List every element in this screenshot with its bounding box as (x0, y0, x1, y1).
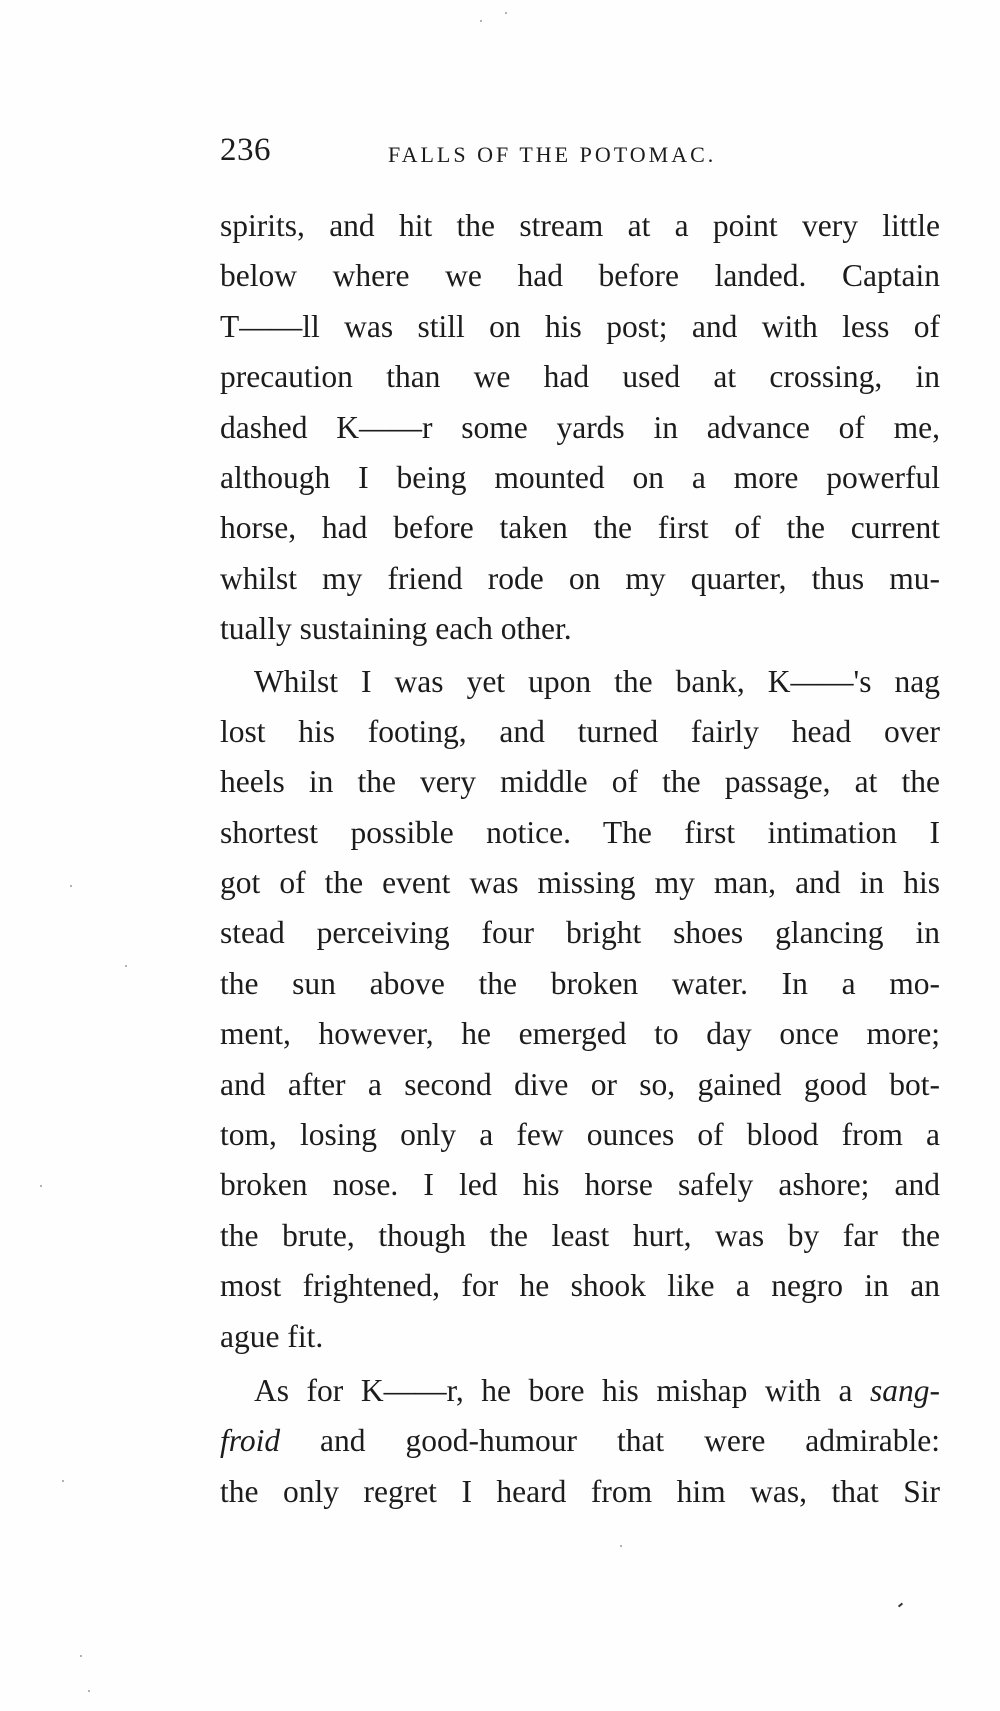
text-line: spirits, and hit the stream at a point very little (220, 208, 940, 243)
scan-speck (480, 20, 482, 22)
scan-speck (88, 1690, 90, 1692)
text-line: shortest possible notice. The first intimation I (220, 814, 940, 850)
text-line: and after a second dive or so, gained good bot- (220, 1066, 940, 1102)
paragraph-3 (220, 1366, 940, 1517)
scan-speck (70, 885, 72, 887)
text-line: horse, had before taken the first of the current (220, 510, 940, 546)
page-number: 236 (220, 132, 271, 168)
text-line: dashed K——r some yards in advance of me, (220, 409, 940, 445)
text-line: tually sustaining each other. (220, 611, 572, 647)
text-line: ague fit. (220, 1318, 324, 1354)
text-line: below where we had before landed. Captain (220, 258, 940, 294)
scan-speck (125, 965, 127, 967)
scan-mark (898, 1603, 903, 1608)
text-line: heels in the very middle of the passage, at the (220, 764, 940, 800)
text-line: stead perceiving four bright shoes glancing in (220, 915, 940, 951)
scan-speck (620, 1545, 622, 1547)
text-line: whilst my friend rode on my quarter, thus mu- (220, 560, 940, 596)
text-line: ment, however, he emerged to day once more; (220, 1016, 940, 1052)
text-line: tom, losing only a few ounces of blood from a (220, 1117, 940, 1153)
text-line (220, 1416, 940, 1466)
italic-run: sang- (870, 1372, 940, 1408)
paragraph-1 (220, 201, 940, 655)
text-run: and good-humour that were admirable: (280, 1423, 940, 1459)
text-line: T——ll was still on his post; and with less of (220, 308, 940, 344)
text-line: most frightened, for he shook like a negro in an (220, 1268, 940, 1304)
text-line: the only regret I heard from him was, that Sir (220, 1473, 940, 1509)
running-head (220, 132, 940, 172)
text-line: although I being mounted on a more powerful (220, 459, 940, 495)
text-line (220, 1366, 940, 1416)
scan-speck (62, 1480, 64, 1482)
scan-speck (505, 12, 507, 14)
text-line: broken nose. I led his horse safely ashore; and (220, 1167, 940, 1203)
text-line: precaution than we had used at crossing, in (220, 359, 940, 395)
italic-run: froid (220, 1423, 281, 1459)
body-text (220, 201, 940, 1517)
text-line: got of the event was missing my man, and in his (220, 865, 940, 901)
text-line: the sun above the broken water. In a mo- (220, 965, 940, 1001)
scan-speck (40, 1185, 42, 1187)
running-title: FALLS OF THE POTOMAC. (388, 142, 717, 167)
text-line: Whilst I was yet upon the bank, K——'s nag (254, 663, 940, 699)
paragraph-2 (220, 657, 940, 1362)
text-line: the brute, though the least hurt, was by far the (220, 1217, 940, 1253)
text-line: lost his footing, and turned fairly head over (220, 713, 940, 749)
scan-speck (80, 1655, 82, 1657)
text-run: As for K——r, he bore his mishap with a (254, 1372, 870, 1408)
